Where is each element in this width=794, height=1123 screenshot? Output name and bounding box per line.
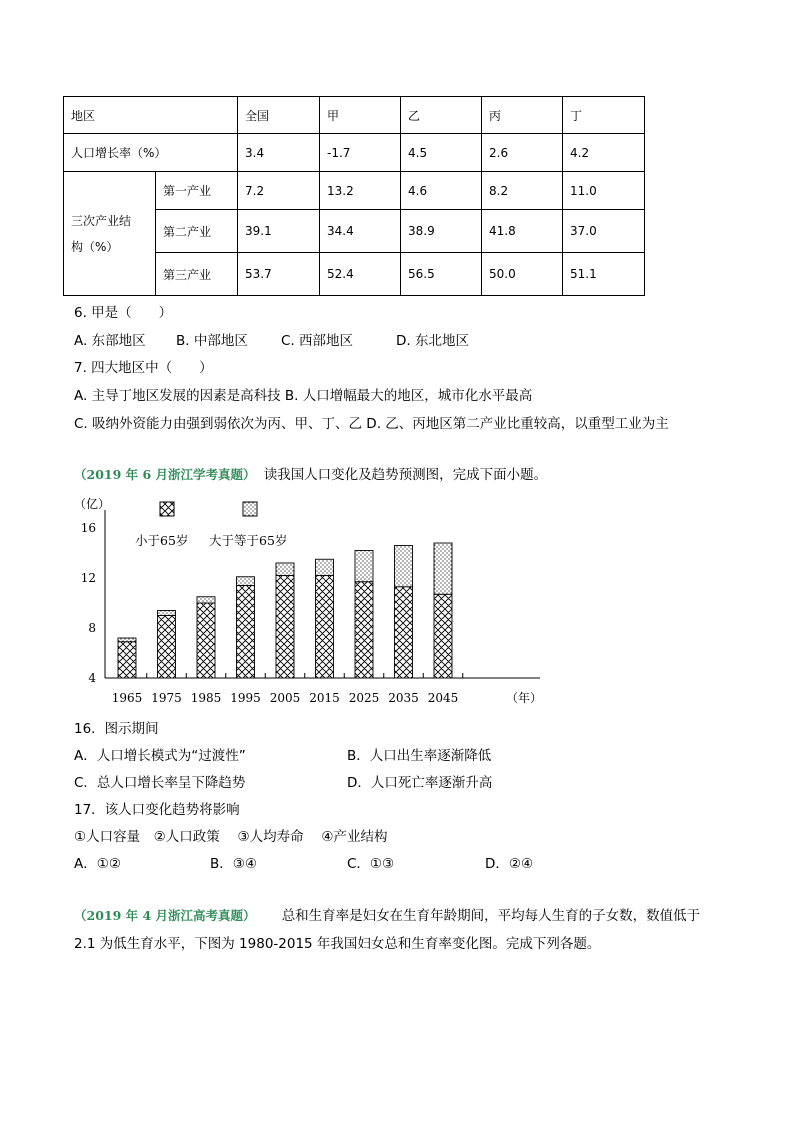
table-cell: -1.7 xyxy=(320,134,401,172)
bar-under65-1975 xyxy=(158,616,176,679)
q6-stem: 6. 甲是（ ） xyxy=(74,305,173,321)
bar-over65-2035 xyxy=(395,546,413,587)
q6-option-b: B. 中部地区 xyxy=(176,333,248,349)
q17-stem: 17．该人口变化趋势将影响 xyxy=(74,802,240,818)
bar-over65-1995 xyxy=(237,577,255,586)
y-tick-label: 8 xyxy=(88,621,96,635)
q17-option-d: D．②④ xyxy=(485,856,534,872)
x-tick-label: 2005 xyxy=(269,691,301,705)
table-cell: 50.0 xyxy=(482,253,563,296)
bar-over65-2025 xyxy=(355,551,373,582)
header-cell: 甲 xyxy=(320,97,401,134)
section3-heading xyxy=(74,904,700,924)
q16-option-d: D．人口死亡率逐渐升高 xyxy=(347,775,493,791)
table-cell: 34.4 xyxy=(320,210,401,253)
q7-options-line2: C. 吸纳外资能力由强到弱依次为丙、甲、丁、乙 D. 乙、丙地区第二产业比重较高，以重型工业为主 xyxy=(74,416,669,432)
population-chart xyxy=(60,490,550,712)
x-tick-label: 1975 xyxy=(151,691,182,705)
table-cell: 4.6 xyxy=(401,172,482,210)
table-cell: 11.0 xyxy=(563,172,645,210)
q16-option-c: C．总人口增长率呈下降趋势 xyxy=(74,775,246,791)
table-cell: 2.6 xyxy=(482,134,563,172)
table-cell: 3.4 xyxy=(238,134,320,172)
legend-label-over65: 大于等于65岁 xyxy=(209,533,288,548)
group-label-line2: 构（%） xyxy=(71,239,119,254)
q17-option-a: A．①② xyxy=(74,856,121,872)
bar-under65-2015 xyxy=(316,576,334,679)
table-cell: 51.1 xyxy=(563,253,645,296)
table-cell: 37.0 xyxy=(563,210,645,253)
row-label: 第二产业 xyxy=(156,210,238,253)
row-label: 第一产业 xyxy=(156,172,238,210)
row-label: 第三产业 xyxy=(156,253,238,296)
table-cell: 38.9 xyxy=(401,210,482,253)
bar-over65-1965 xyxy=(118,638,136,642)
q16-stem: 16．图示期间 xyxy=(74,721,159,737)
growth-row xyxy=(64,134,645,172)
group-label xyxy=(64,172,156,296)
section-intro: 读我国人口变化及趋势预测图，完成下面小题。 xyxy=(263,467,548,483)
source-tag: （2019 年 6 月浙江学考真题） xyxy=(74,467,256,482)
table-cell: 4.2 xyxy=(563,134,645,172)
y-tick-label: 4 xyxy=(88,671,96,685)
x-tick-label: 2035 xyxy=(388,691,419,705)
section2-heading xyxy=(74,463,547,483)
table-cell: 7.2 xyxy=(238,172,320,210)
bar-over65-1985 xyxy=(197,597,215,603)
bar-over65-2005 xyxy=(276,563,294,576)
q7-options-line1: A. 主导丁地区发展的因素是高科技 B. 人口增幅最大的地区，城市化水平最高 xyxy=(74,388,533,404)
table-cell: 53.7 xyxy=(238,253,320,296)
region-data-table xyxy=(63,96,645,296)
bar-over65-2045 xyxy=(434,543,452,594)
bar-under65-2035 xyxy=(395,587,413,678)
legend-label-under65: 小于65岁 xyxy=(135,533,189,548)
x-tick-label: 2045 xyxy=(427,691,459,705)
x-tick-label: 1985 xyxy=(190,691,222,705)
q17-option-c: C．①③ xyxy=(347,856,395,872)
table-cell: 4.5 xyxy=(401,134,482,172)
header-cell: 全国 xyxy=(238,97,320,134)
legend-swatch-under65 xyxy=(160,502,174,516)
header-cell: 乙 xyxy=(401,97,482,134)
group-label-line1: 三次产业结 xyxy=(71,213,132,228)
x-tick-label: 1965 xyxy=(111,691,143,705)
q6-option-c: C. 西部地区 xyxy=(281,333,354,349)
q16-option-b: B．人口出生率逐渐降低 xyxy=(347,748,492,764)
row-label: 人口增长率（%） xyxy=(64,134,238,172)
table-header-row xyxy=(64,97,645,134)
table-cell: 41.8 xyxy=(482,210,563,253)
legend-swatch-over65 xyxy=(243,502,257,516)
bar-under65-1995 xyxy=(237,586,255,679)
source-tag: （2019 年 4 月浙江高考真题） xyxy=(74,908,256,923)
bars xyxy=(118,543,452,678)
section-intro-line2: 2.1 为低生育水平，下图为 1980-2015 年我国妇女总和生育率变化图。完成下列各题。 xyxy=(74,936,601,952)
x-tick-label: 1995 xyxy=(230,691,261,705)
table-cell: 52.4 xyxy=(320,253,401,296)
bar-under65-1965 xyxy=(118,642,136,678)
industry-row xyxy=(64,172,645,210)
bar-under65-2025 xyxy=(355,582,373,678)
y-tick-label: 16 xyxy=(80,521,96,535)
y-tick-label: 12 xyxy=(80,571,96,585)
x-tick-label: 2015 xyxy=(309,691,340,705)
q16-option-a: A．人口增长模式为“过渡性” xyxy=(74,748,246,764)
bar-under65-1985 xyxy=(197,603,215,678)
q17-items: ①人口容量 ②人口政策 ③人均寿命 ④产业结构 xyxy=(74,829,388,845)
header-cell: 丙 xyxy=(482,97,563,134)
header-cell: 丁 xyxy=(563,97,645,134)
section-intro-line1: 总和生育率是妇女在生育年龄期间，平均每人生育的子女数，数值低于 xyxy=(281,908,701,924)
q6-option-a: A. 东部地区 xyxy=(74,333,146,349)
bar-under65-2045 xyxy=(434,594,452,678)
y-axis-label: （亿） xyxy=(74,497,111,511)
bar-over65-2015 xyxy=(316,559,334,575)
table-cell: 13.2 xyxy=(320,172,401,210)
q17-option-b: B．③④ xyxy=(210,856,257,872)
y-ticks xyxy=(81,521,97,685)
q7-stem: 7. 四大地区中（ ） xyxy=(74,360,213,376)
header-cell: 地区 xyxy=(64,97,238,134)
table-cell: 39.1 xyxy=(238,210,320,253)
table-cell: 56.5 xyxy=(401,253,482,296)
bar-over65-1975 xyxy=(158,611,176,616)
q6-option-d: D. 东北地区 xyxy=(396,333,469,349)
bar-under65-2005 xyxy=(276,576,294,679)
table-cell: 8.2 xyxy=(482,172,563,210)
x-axis-label: （年） xyxy=(506,691,543,705)
x-tick-label: 2025 xyxy=(348,691,380,705)
